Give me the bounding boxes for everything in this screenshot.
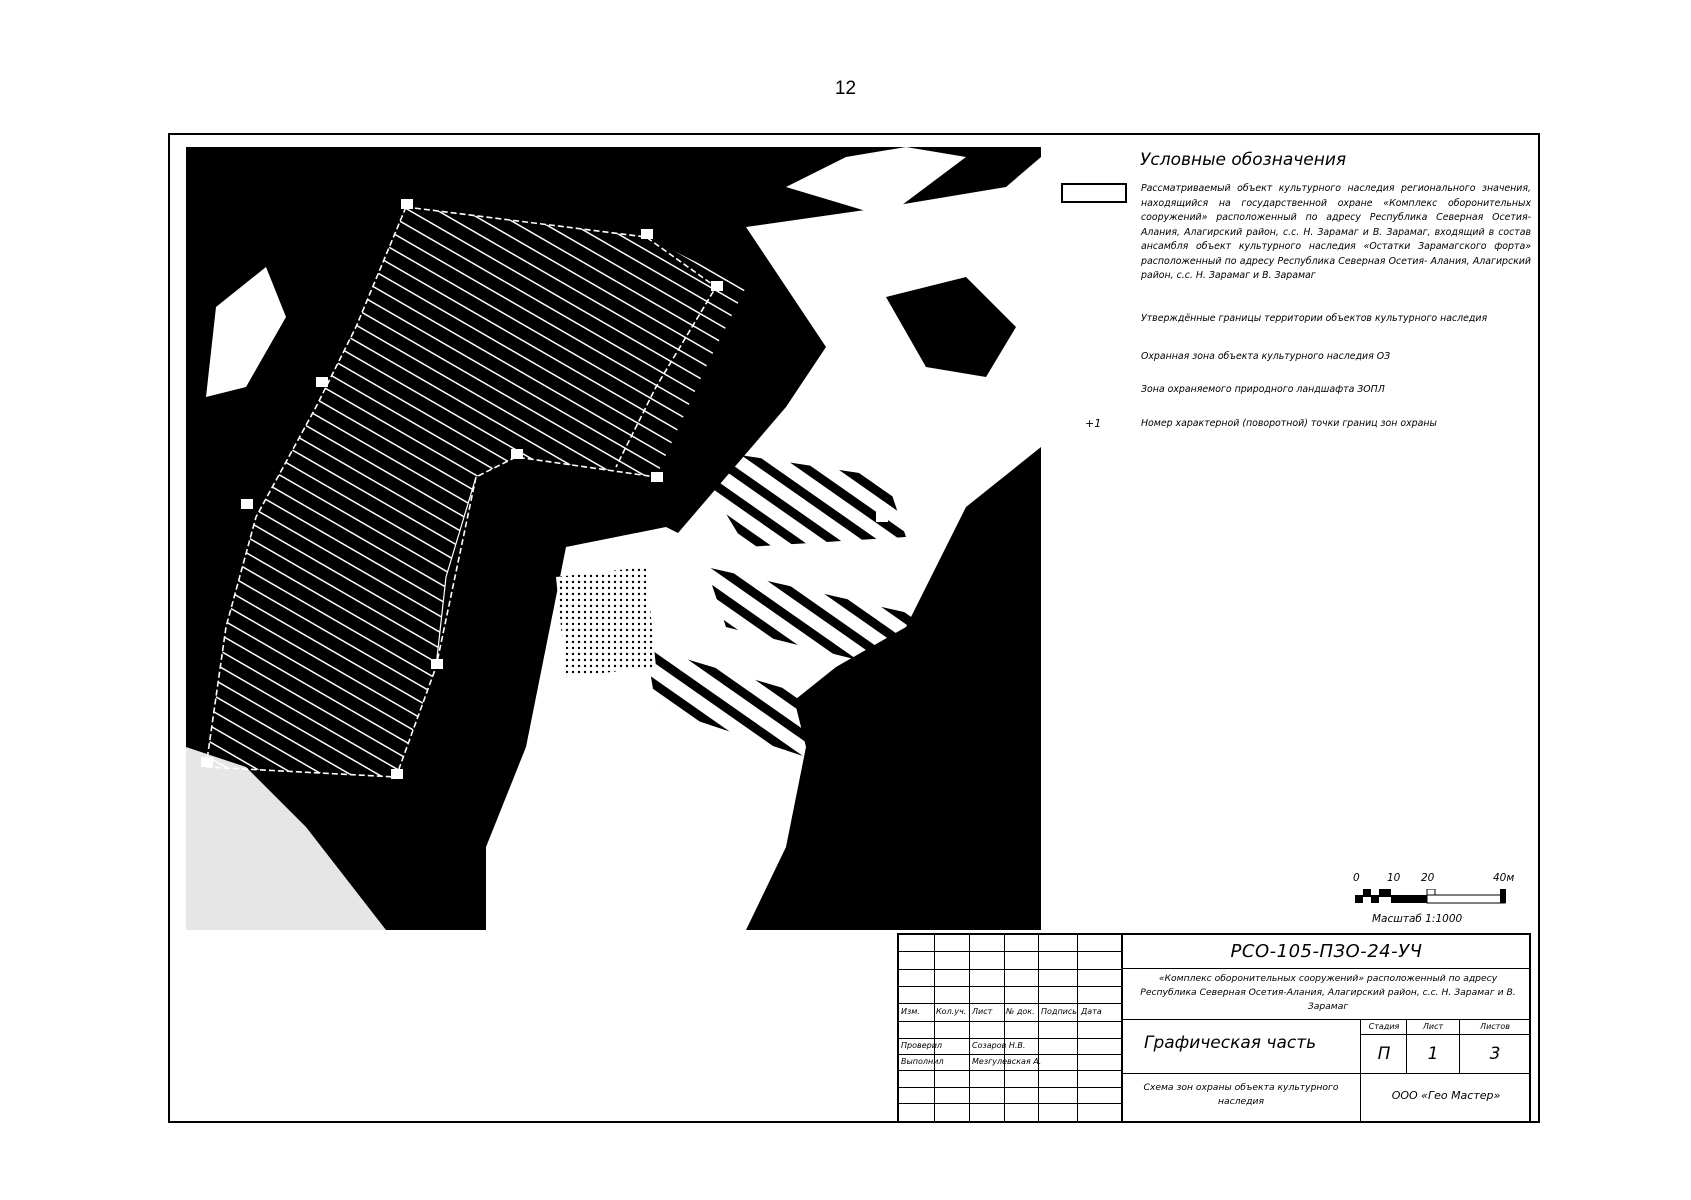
satellite-map (186, 147, 1041, 930)
header-sheet: Лист (1422, 1022, 1444, 1031)
header-signature: Подпись (1041, 1007, 1077, 1016)
scale-label-10: 10 (1387, 872, 1401, 884)
document-code: РСО-105-ПЗО-24-УЧ (1230, 941, 1423, 962)
legend-item-zone: Охранная зона объекта культурного наследия ОЗ (1141, 351, 1391, 362)
object-name: «Комплекс оборонительных сооружений» расположенный по адресу Республика Северная Осетия-Алания, Алагирский район, с.с. Н. Зарамаг и В. Зарамаг (1140, 973, 1516, 1012)
legend-item-ocn: Рассматриваемый объект культурного наследия регионального значения, находящийся на государственной охране «Комплекс оборонительных сооружений» расположенный по адресу Республика Северная Осетия-Алания, Алагирский район, с.с. Н. Зарамаг и В. Зарамаг, входящий в состав ансамбля объект культурного наследия «Остатки Зарамагского форта» расположенный по адресу Республика Северная Осетия- Алания, Алагирский район, с.с. Н. Зарамаг и В. Зарамаг (1141, 183, 1531, 281)
legend-item-points: Номер характерной (поворотной) точки границ зон охраны (1141, 418, 1437, 429)
header-date: Дата (1081, 1007, 1102, 1016)
scale-bar-graphic (1355, 889, 1513, 909)
scale-label-20: 20 (1421, 872, 1435, 884)
section-title: Графическая часть (1144, 1033, 1317, 1053)
legend-point-mark: +1 (1085, 417, 1102, 430)
scale-label-0: 0 (1353, 872, 1360, 884)
legend-item-landscape: Зона охраняемого природного ландшафта ЗОПЛ (1141, 384, 1385, 395)
role-checked: Проверил (901, 1041, 943, 1050)
legend-title: Условные обозначения (1140, 150, 1347, 170)
header-kol-uch: Кол.уч. (936, 1007, 967, 1016)
scale-caption: Масштаб 1:1000 (1372, 913, 1463, 925)
page-number: 12 (834, 78, 857, 99)
header-sheets: Листов (1480, 1022, 1510, 1031)
scale-label-40: 40м (1493, 872, 1515, 884)
drawing-name: Схема зон охраны объекта культурного наследия (1143, 1082, 1339, 1107)
name-checked: Созаров Н.В. (972, 1041, 1026, 1050)
header-list: Лист (972, 1007, 993, 1016)
stage-value: П (1377, 1044, 1391, 1064)
name-performed: Мезгулевская А. (972, 1057, 1042, 1066)
sheets-value: 3 (1489, 1044, 1501, 1064)
legend-item-borders: Утверждённые границы территории объектов культурного наследия (1141, 313, 1488, 324)
sheet-value: 1 (1427, 1044, 1439, 1064)
header-izm: Изм. (901, 1007, 920, 1016)
header-doc: № док. (1006, 1007, 1035, 1016)
legend-ocn-symbol (1061, 183, 1127, 203)
title-block (897, 933, 1531, 1123)
role-performed: Выполнил (901, 1057, 944, 1066)
organization: ООО «Гео Мастер» (1391, 1089, 1501, 1102)
header-stage: Стадия (1368, 1022, 1400, 1031)
